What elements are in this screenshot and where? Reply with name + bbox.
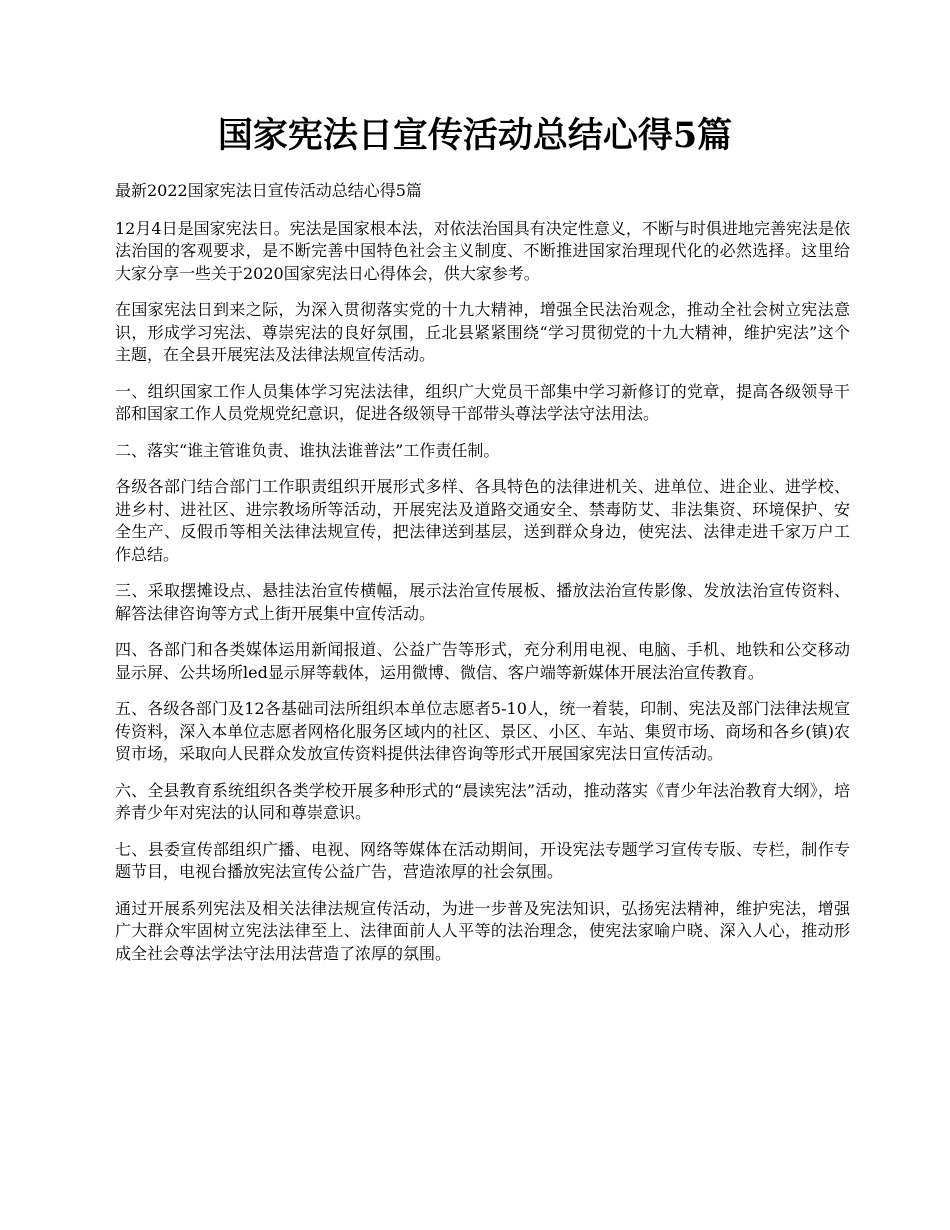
paragraph-item-7: 七、县委宣传部组织广播、电视、网络等媒体在活动期间，开设宪法专题学习宣传专版、专栏，制作专题节目，电视台播放宪法宣传公益广告，营造浓厚的社会氛围。 — [115, 839, 850, 881]
paragraph-item-2-detail: 各级各部门结合部门工作职责组织开展形式多样、各具特色的法律进机关、进单位、进企业、进学校、进乡村、进社区、进宗教场所等活动，开展宪法及道路交通安全、禁毒防艾、非法集资、环境保护、安全生产、反假币等相关法律法规宣传，把法律送到基层，送到群众身边，使宪法、法律走进千家万户工作总结。 — [115, 477, 850, 564]
document-subtitle: 最新2022国家宪法日宣传活动总结心得5篇 — [115, 181, 422, 200]
paragraph-item-5: 五、各级各部门及12各基础司法所组织本单位志愿者5-10人，统一着装，印制、宪法及部门法律法规宣传资料，深入本单位志愿者网格化服务区域内的社区、景区、小区、车站、集贸市场、商场和各乡(镇)农贸市场，采取向人民群众发放宣传资料提供法律咨询等形式开展国家宪法日宣传活动。 — [115, 699, 850, 763]
paragraph-background: 在国家宪法日到来之际，为深入贯彻落实党的十九大精神，增强全民法治观念，推动全社会树立宪法意识，形成学习宪法、尊崇宪法的良好氛围，丘北县紧紧围绕“学习贯彻党的十九大精神，维护宪法”这个主题，在全县开展宪法及法律法规宣传活动。 — [115, 300, 850, 364]
paragraph-intro: 12月4日是国家宪法日。宪法是国家根本法，对依法治国具有决定性意义，不断与时俱进地完善宪法是依法治国的客观要求，是不断完善中国特色社会主义制度、不断推进国家治理现代化的必然选择。这里给大家分享一些关于2020国家宪法日心得体会，供大家参考。 — [115, 218, 850, 283]
paragraph-conclusion: 通过开展系列宪法及相关法律法规宣传活动，为进一步普及宪法知识，弘扬宪法精神，维护宪法，增强广大群众牢固树立宪法法律至上、法律面前人人平等的法治理念，使宪法家喻户晓、深入人心，推动形成全社会尊法学法守法用法营造了浓厚的氛围。 — [115, 898, 850, 963]
paragraph-item-4: 四、各部门和各类媒体运用新闻报道、公益广告等形式，充分利用电视、电脑、手机、地铁和公交移动显示屏、公共场所led显示屏等载体，运用微博、微信、客户端等新媒体开展法治宣传教育。 — [115, 640, 850, 682]
paragraph-item-2: 二、落实“谁主管谁负责、谁执法谁普法”工作责任制。 — [115, 440, 500, 460]
paragraph-item-3: 三、采取摆摊设点、悬挂法治宣传横幅，展示法治宣传展板、播放法治宣传影像、发放法治宣传资料、解答法律咨询等方式上街开展集中宣传活动。 — [115, 581, 850, 623]
paragraph-item-1: 一、组织国家工作人员集体学习宪法法律，组织广大党员干部集中学习新修订的党章，提高各级领导干部和国家工作人员党规党纪意识，促进各级领导干部带头尊法学法守法用法。 — [115, 381, 850, 423]
page-title: 国家宪法日宣传活动总结心得5篇 — [217, 115, 733, 156]
paragraph-item-6: 六、全县教育系统组织各类学校开展多种形式的“晨读宪法”活动，推动落实《青少年法治教育大纲》，培养青少年对宪法的认同和尊崇意识。 — [115, 780, 850, 822]
document-body — [115, 180, 850, 979]
